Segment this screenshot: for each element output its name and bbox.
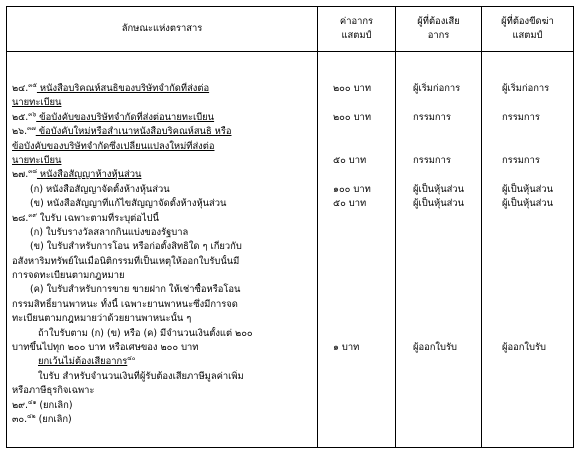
duty-rate-value: ๒๐๐ บาท: [333, 111, 371, 123]
duty-payer-value: [397, 168, 480, 182]
description-line: [8, 183, 316, 197]
description-text: (ยกเลิก): [36, 399, 73, 411]
duty-payer-value: [397, 269, 480, 283]
footnote-ref: ๓๘: [28, 168, 37, 176]
stamp-canceller-value: [483, 312, 572, 326]
description-text: การจดทะเบียนตามกฎหมาย: [12, 270, 125, 282]
description-line: [8, 327, 316, 341]
duty-rate-value: [319, 96, 394, 110]
table-body-row: [7, 52, 574, 448]
description-line: [8, 168, 316, 182]
duty-payer-value: กรรมการ: [413, 111, 451, 123]
description-text: (ยกเลิก): [35, 413, 72, 425]
stamp-canceller-value: [483, 283, 572, 297]
duty-payer-value: [397, 240, 480, 254]
duty-payer-value: [397, 96, 480, 110]
stamp-canceller-value: [483, 355, 572, 369]
description-text: ถ้าใบรับตาม (ก) (ข) หรือ (ค) มีจำนวนเงินตั้งแต่ ๒๐๐: [38, 327, 253, 339]
footnote-ref: ๓๖: [28, 110, 37, 118]
stamp-duty-table: [6, 6, 574, 448]
duty-rate-value: [319, 298, 394, 312]
item-number: ๒๖.: [12, 126, 28, 138]
item-number: ๒๗.: [12, 169, 29, 181]
stamp-canceller-value: [483, 226, 572, 240]
description-text: ข้อบังคับใหม่หรือสำเนาหนังสือบริคณห์สนธิ หรือ: [35, 126, 232, 138]
header-row: [7, 7, 574, 52]
header-duty-payer: ผู้ที่ต้องเสีย อากร: [396, 7, 482, 52]
duty-payer-value: [397, 226, 480, 240]
description-line: [8, 312, 316, 326]
description-line: [8, 298, 316, 312]
description-text: หนังสือสัญญาห้างหุ้นส่วน: [36, 169, 142, 181]
footnote-ref: ๔๒: [27, 412, 36, 420]
description-line: [8, 226, 316, 240]
stamp-canceller-value: [483, 298, 572, 312]
description-line: [8, 370, 316, 384]
stamp-canceller-value: [483, 125, 572, 139]
duty-payer-value: [397, 413, 480, 427]
description-text: (ก) ใบรับรางวัลสลากกินแบ่งของรัฐบาล: [30, 226, 189, 238]
stamp-canceller-value: [483, 269, 572, 283]
duty-rate-value: [319, 125, 394, 139]
item-number: ๒๙.: [12, 399, 29, 411]
duty-rate-value: ๑ บาท: [333, 342, 360, 354]
description-line: [8, 413, 316, 427]
description-text: ข้อบังคับของบริษัทจำกัดซึ่งเปลี่ยนแปลงใหม่ที่ส่งต่อ: [12, 140, 215, 152]
description-line: [8, 399, 316, 413]
duty-rate-value: [319, 370, 394, 384]
stamp-canceller-cell: [482, 52, 574, 448]
description-text: นายทะเบียน: [12, 154, 62, 166]
description-text: (ก) หนังสือสัญญาจัดตั้งห้างหุ้นส่วน: [30, 183, 170, 195]
duty-payer-value: [397, 327, 480, 341]
duty-rate-cell: [318, 52, 396, 448]
description-text: ใบรับ สำหรับจำนวนเงินที่ผู้รับต้องเสียภาษีมูลค่าเพิ่ม: [38, 370, 244, 382]
stamp-canceller-value: [483, 399, 572, 413]
description-text: กรรมสิทธิ์ยานพาหนะ ทั้งนี้ เฉพาะยานพาหนะซึ่งมีการจด: [12, 298, 238, 310]
description-line: [8, 111, 316, 125]
description-line: [8, 197, 316, 211]
footnote-ref: ๔๑: [28, 398, 37, 406]
description-line: [8, 269, 316, 283]
duty-rate-value: [319, 312, 394, 326]
duty-rate-value: [319, 384, 394, 398]
duty-rate-value: ๕๐ บาท: [333, 198, 367, 210]
duty-rate-value: ๑๐๐ บาท: [333, 183, 371, 195]
description-line: [8, 355, 316, 369]
duty-payer-value: ผู้เริ่มก่อการ: [413, 83, 461, 94]
stamp-canceller-value: [483, 168, 572, 182]
duty-rate-value: [319, 269, 394, 283]
description-text: นายทะเบียน: [12, 97, 62, 109]
duty-payer-value: [397, 140, 480, 154]
duty-rate-value: [319, 168, 394, 182]
duty-rate-value: [319, 283, 394, 297]
stamp-duty-table-page: [6, 6, 573, 448]
stamp-canceller-value: ผู้เป็นหุ้นส่วน: [502, 198, 554, 210]
description-text: (ข) ใบรับสำหรับการโอน หรือก่อตั้งสิทธิใด ๆ เกี่ยวกับ: [30, 241, 242, 253]
duty-rate-value: [319, 355, 394, 369]
description-text: (ค) ใบรับสำหรับการขาย ขายฝาก ให้เช่าซื้อหรือโอน: [30, 284, 241, 296]
description-text: ยกเว้นไม่ต้องเสียอากร: [38, 356, 128, 368]
description-text: หรือภาษีธุรกิจเฉพาะ: [12, 385, 95, 397]
stamp-canceller-value: ผู้ออกใบรับ: [502, 342, 546, 354]
duty-payer-value: [397, 399, 480, 413]
duty-rate-value: [319, 399, 394, 413]
duty-rate-value: [319, 327, 394, 341]
description-text: บาทขึ้นไปทุก ๒๐๐ บาท หรือเศษของ ๒๐๐ บาท: [12, 342, 199, 354]
duty-rate-value: [319, 226, 394, 240]
footnote-ref: ๓๕: [28, 82, 37, 89]
stamp-canceller-value: [483, 370, 572, 384]
duty-rate-value: [319, 212, 394, 226]
duty-payer-value: [397, 312, 480, 326]
duty-payer-value: ผู้เป็นหุ้นส่วน: [413, 198, 465, 210]
description-text: (ข) หนังสือสัญญาที่แก้ไขสัญญาจัดตั้งห้างหุ้นส่วน: [30, 198, 227, 210]
description-line: [8, 212, 316, 226]
duty-payer-value: [397, 255, 480, 269]
description-text: ทะเบียนตามกฎหมายว่าด้วยยานพาหนะนั้น ๆ: [12, 313, 192, 325]
description-text: อสังหาริมทรัพย์ในเมื่อนิติกรรมที่เป็นเหตุให้ออกใบรับนั้นมี: [12, 255, 240, 267]
footnote-ref: ๓๗: [27, 125, 36, 133]
description-line: [8, 154, 316, 168]
duty-payer-value: ผู้เป็นหุ้นส่วน: [413, 183, 465, 195]
stamp-canceller-value: กรรมการ: [502, 111, 540, 123]
duty-rate-value: ๕๐ บาท: [333, 154, 367, 166]
duty-rate-value: ๒๐๐ บาท: [333, 83, 371, 94]
duty-payer-value: [397, 370, 480, 384]
description-line: [8, 82, 316, 96]
stamp-canceller-value: [483, 212, 572, 226]
duty-rate-value: [319, 413, 394, 427]
item-number: ๒๔.: [12, 83, 29, 94]
description-text: ใบรับ เฉพาะตามที่ระบุต่อไปนี้: [36, 212, 159, 224]
duty-payer-value: [397, 283, 480, 297]
duty-payer-value: [397, 298, 480, 312]
header-stamp-canceller: ผู้ที่ต้องขีดฆ่า แสตมป์: [482, 7, 574, 52]
footnote-ref: ๓๙: [28, 211, 37, 219]
description-line: [8, 255, 316, 269]
duty-payer-value: [397, 355, 480, 369]
description-line: [8, 96, 316, 110]
duty-rate-value: [319, 240, 394, 254]
item-number: ๓๐.: [12, 413, 28, 425]
item-number: ๒๘.: [12, 212, 29, 224]
stamp-canceller-value: [483, 384, 572, 398]
duty-payer-value: [397, 212, 480, 226]
stamp-canceller-value: [483, 255, 572, 269]
duty-rate-value: [319, 255, 394, 269]
description-text: หนังสือบริคณห์สนธิของบริษัทจำกัดที่ส่งต่อ: [36, 83, 210, 94]
stamp-canceller-value: [483, 413, 572, 427]
stamp-canceller-value: [483, 140, 572, 154]
footnote-ref: ๔๐: [127, 355, 136, 363]
header-duty-rate: ค่าอากร แสตมป์: [318, 7, 396, 52]
stamp-canceller-value: [483, 327, 572, 341]
header-instrument: ลักษณะแห่งตราสาร: [7, 7, 318, 52]
stamp-canceller-value: [483, 240, 572, 254]
description-text: ข้อบังคับของบริษัทจำกัดที่ส่งต่อนายทะเบียน: [36, 111, 215, 123]
stamp-canceller-value: [483, 96, 572, 110]
duty-rate-value: [319, 140, 394, 154]
instrument-description-cell: [7, 52, 318, 448]
duty-payer-cell: [396, 52, 482, 448]
item-number: ๒๕.: [12, 111, 29, 123]
description-line: [8, 140, 316, 154]
duty-payer-value: [397, 125, 480, 139]
duty-payer-value: กรรมการ: [413, 154, 451, 166]
description-line: [8, 384, 316, 398]
description-line: [8, 125, 316, 139]
stamp-canceller-value: ผู้เริ่มก่อการ: [502, 83, 550, 94]
description-line: [8, 341, 316, 355]
stamp-canceller-value: ผู้เป็นหุ้นส่วน: [502, 183, 554, 195]
duty-payer-value: [397, 384, 480, 398]
duty-payer-value: ผู้ออกใบรับ: [413, 342, 457, 354]
stamp-canceller-value: กรรมการ: [502, 154, 540, 166]
description-line: [8, 240, 316, 254]
description-line: [8, 283, 316, 297]
